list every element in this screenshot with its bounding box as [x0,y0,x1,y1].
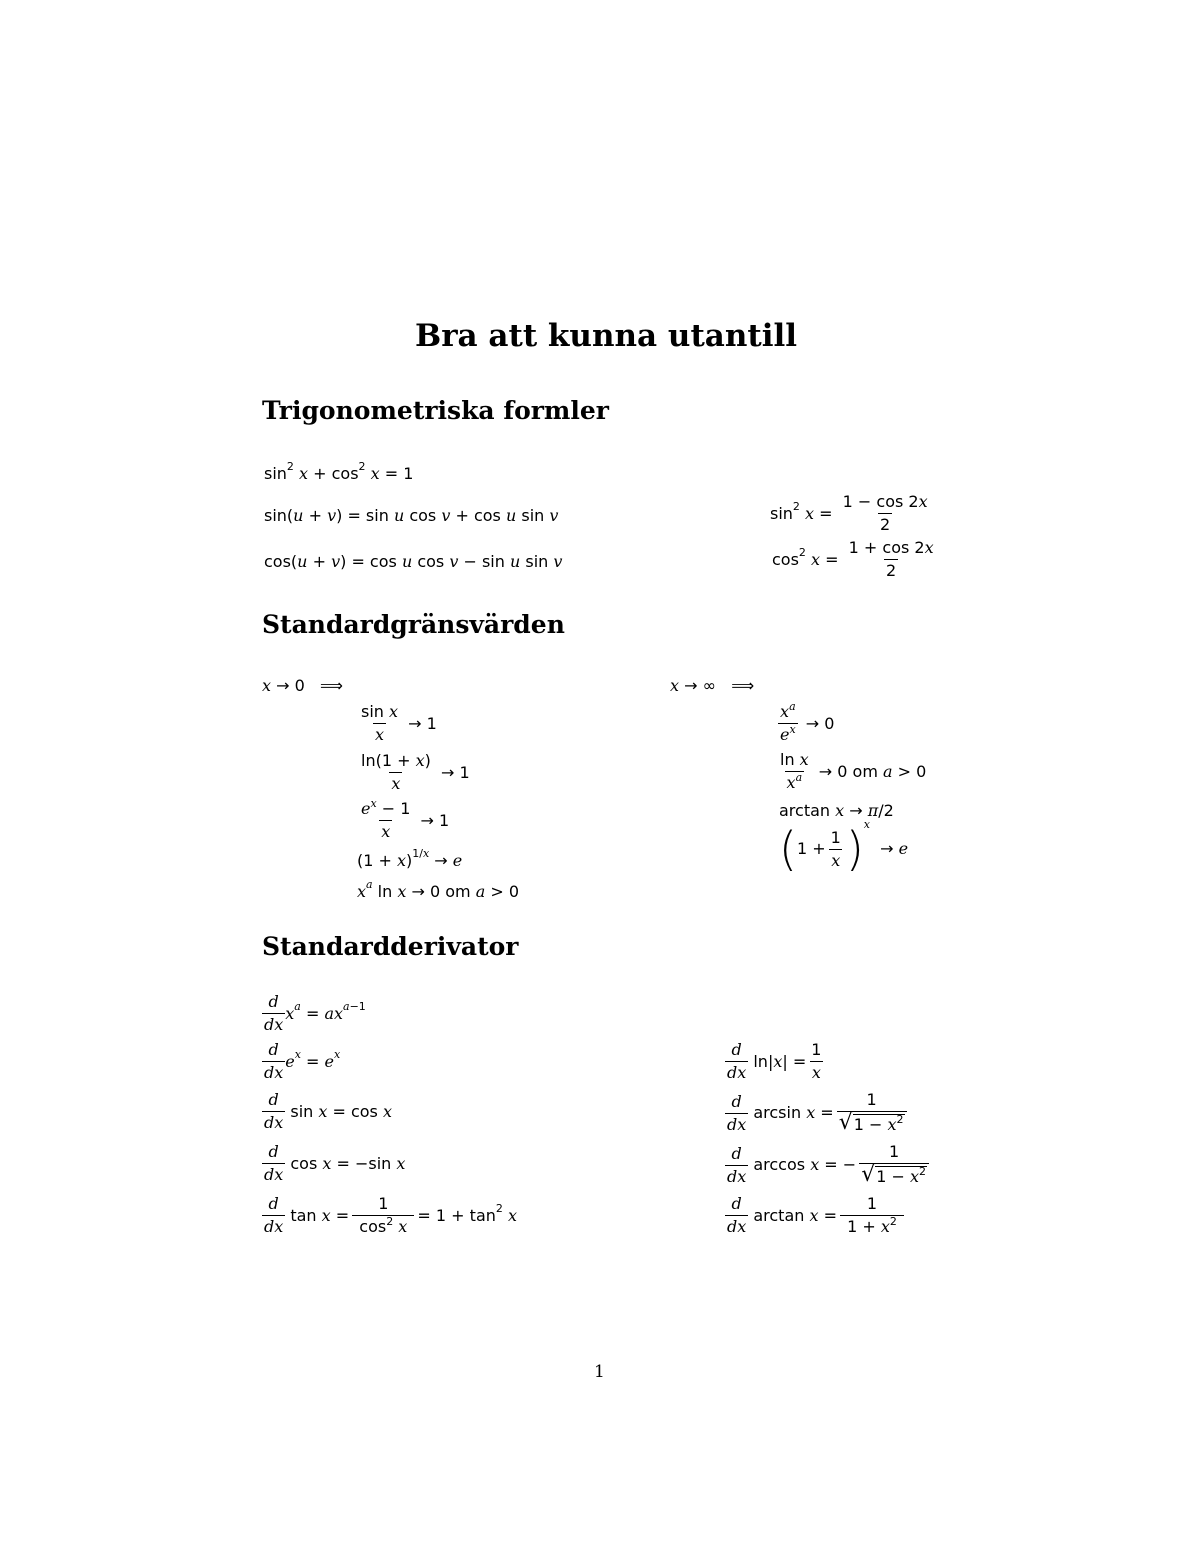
limit-lnx-over-xa: $\frac{\text{ln x}}{x^a}$ → 0 om a > 0 [780,750,927,792]
formula-sin-squared-half-angle: sin $^2$ x = $\frac{1 - \cos 2x}{2}$ [770,492,928,534]
deriv-exp: $\frac{d}{dx}$ e $^x$ = e $^x$ [264,1040,341,1082]
limit-1px-pow-1overx: (1 + x ) $^{1/x}$ → e [357,847,463,870]
deriv-arcsin: $\frac{d}{dx}$ arcsin x = 1 √ $1 - x^2$ [725,1092,910,1134]
limit-ln1px-over-x: $\frac{\ln(1 + x)}{x}$ → 1 [361,751,470,793]
deriv-tan: $\frac{d}{dx}$ tan x = $\frac{1}{\cos^2 x}$ = 1 + tan $^2$ x [264,1194,518,1236]
deriv-cos: $\frac{d}{dx}$ cos x = −sin x [264,1142,406,1184]
formula-cos-squared-half-angle: cos $^2$ x = $\frac{1 + \cos 2x}{2}$ [772,538,934,580]
formula-sin-sum: sin( u + v ) = sin u cos v + cos u sin v [264,506,559,525]
limit-1p1overx-pow-x: ( 1 + $\frac{1}{x}$ ) $^x$ → e [779,818,909,876]
limit-case-x-to-infinity: x → ∞ ⟹ [670,676,755,695]
section-heading-derivs: Standardderivator [262,932,519,961]
deriv-arccos: $\frac{d}{dx}$ arccos x = − 1 √ $1 - x^2$ [725,1144,932,1186]
limit-xa-lnx: x $^a$ ln x → 0 om a > 0 [357,878,520,901]
limit-expm1-over-x: $\frac{e^x - 1}{x}$ → 1 [361,797,450,841]
limit-xa-over-ex: $\frac{x^a}{e^x}$ → 0 [780,700,835,744]
limit-arctan: arctan x → π /2 [779,801,894,820]
section-heading-trig: Trigonometriska formler [262,396,609,425]
formula-pythagorean-identity: sin $^2$ x + cos $^2$ x = 1 [264,460,414,483]
limit-case-x-to-zero: x → 0 ⟹ [262,676,343,695]
limit-sinx-over-x: $\frac{\text{sin x}}{x}$ → 1 [361,702,437,744]
deriv-arctan: $\frac{d}{dx}$ arctan x = $\frac{1}{1 + x^2}$ [725,1196,907,1235]
deriv-sin: $\frac{d}{dx}$ sin x = cos x [264,1090,393,1132]
deriv-power: $\frac{d}{dx}$ x $^a$ = ax $^{a -1}$ [264,992,366,1034]
page-title: Bra att kunna utantill [415,318,798,354]
section-heading-limits: Standardgränsvärden [262,610,565,639]
deriv-ln-abs: $\frac{d}{dx}$ ln| x | = $\frac{1}{x}$ [727,1040,822,1082]
formula-cos-sum: cos( u + v ) = cos u cos v − sin u sin v [264,552,563,571]
page-number: 1 [594,1362,605,1382]
